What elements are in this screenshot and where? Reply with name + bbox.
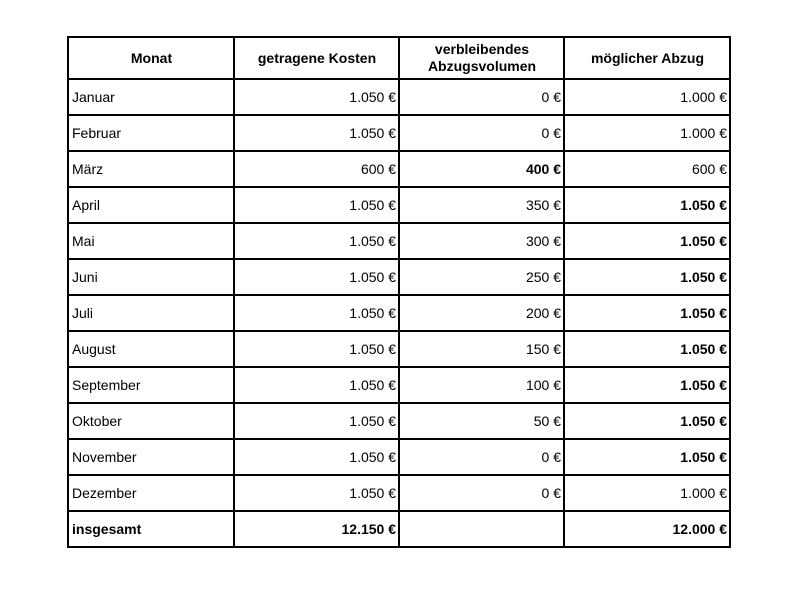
costs-cell: 1.050 € bbox=[234, 439, 399, 475]
remaining-cell: 0 € bbox=[399, 115, 564, 151]
total-label: insgesamt bbox=[68, 511, 234, 547]
remaining-cell: 100 € bbox=[399, 367, 564, 403]
deduction-table bbox=[67, 36, 731, 548]
table-row bbox=[68, 295, 730, 331]
month-cell: Juni bbox=[68, 259, 234, 295]
remaining-cell: 150 € bbox=[399, 331, 564, 367]
total-row bbox=[68, 511, 730, 547]
month-cell: Januar bbox=[68, 79, 234, 115]
deduction-cell: 1.000 € bbox=[564, 79, 730, 115]
remaining-cell: 400 € bbox=[399, 151, 564, 187]
costs-cell: 1.050 € bbox=[234, 115, 399, 151]
table-header-row bbox=[68, 37, 730, 79]
table-row bbox=[68, 259, 730, 295]
table-row bbox=[68, 403, 730, 439]
remaining-cell: 200 € bbox=[399, 295, 564, 331]
header-remaining: verbleibendes Abzugsvolumen bbox=[399, 37, 564, 79]
month-cell: März bbox=[68, 151, 234, 187]
month-cell: Dezember bbox=[68, 475, 234, 511]
table-row bbox=[68, 187, 730, 223]
costs-cell: 1.050 € bbox=[234, 187, 399, 223]
deduction-cell: 1.050 € bbox=[564, 367, 730, 403]
month-cell: Oktober bbox=[68, 403, 234, 439]
costs-cell: 1.050 € bbox=[234, 295, 399, 331]
total-costs: 12.150 € bbox=[234, 511, 399, 547]
month-cell: Mai bbox=[68, 223, 234, 259]
remaining-cell: 50 € bbox=[399, 403, 564, 439]
month-cell: Juli bbox=[68, 295, 234, 331]
costs-cell: 1.050 € bbox=[234, 367, 399, 403]
table-row bbox=[68, 367, 730, 403]
deduction-cell: 1.050 € bbox=[564, 187, 730, 223]
header-deduction: möglicher Abzug bbox=[564, 37, 730, 79]
month-cell: April bbox=[68, 187, 234, 223]
header-costs: getragene Kosten bbox=[234, 37, 399, 79]
remaining-cell: 0 € bbox=[399, 79, 564, 115]
total-remaining bbox=[399, 511, 564, 547]
deduction-cell: 600 € bbox=[564, 151, 730, 187]
remaining-cell: 350 € bbox=[399, 187, 564, 223]
deduction-cell: 1.050 € bbox=[564, 259, 730, 295]
table-row bbox=[68, 151, 730, 187]
deduction-cell: 1.000 € bbox=[564, 115, 730, 151]
header-month: Monat bbox=[68, 37, 234, 79]
deduction-cell: 1.000 € bbox=[564, 475, 730, 511]
deduction-cell: 1.050 € bbox=[564, 403, 730, 439]
total-deduction: 12.000 € bbox=[564, 511, 730, 547]
costs-cell: 600 € bbox=[234, 151, 399, 187]
table-row bbox=[68, 331, 730, 367]
table-row bbox=[68, 223, 730, 259]
deduction-cell: 1.050 € bbox=[564, 223, 730, 259]
table-row bbox=[68, 115, 730, 151]
deduction-cell: 1.050 € bbox=[564, 439, 730, 475]
month-cell: Februar bbox=[68, 115, 234, 151]
table-body bbox=[68, 79, 730, 547]
table-row bbox=[68, 439, 730, 475]
deduction-cell: 1.050 € bbox=[564, 331, 730, 367]
remaining-cell: 0 € bbox=[399, 475, 564, 511]
remaining-cell: 300 € bbox=[399, 223, 564, 259]
month-cell: August bbox=[68, 331, 234, 367]
month-cell: November bbox=[68, 439, 234, 475]
costs-cell: 1.050 € bbox=[234, 259, 399, 295]
costs-cell: 1.050 € bbox=[234, 223, 399, 259]
table-row bbox=[68, 475, 730, 511]
remaining-cell: 250 € bbox=[399, 259, 564, 295]
table-row bbox=[68, 79, 730, 115]
deduction-cell: 1.050 € bbox=[564, 295, 730, 331]
costs-cell: 1.050 € bbox=[234, 79, 399, 115]
remaining-cell: 0 € bbox=[399, 439, 564, 475]
costs-cell: 1.050 € bbox=[234, 475, 399, 511]
costs-cell: 1.050 € bbox=[234, 403, 399, 439]
costs-cell: 1.050 € bbox=[234, 331, 399, 367]
month-cell: September bbox=[68, 367, 234, 403]
